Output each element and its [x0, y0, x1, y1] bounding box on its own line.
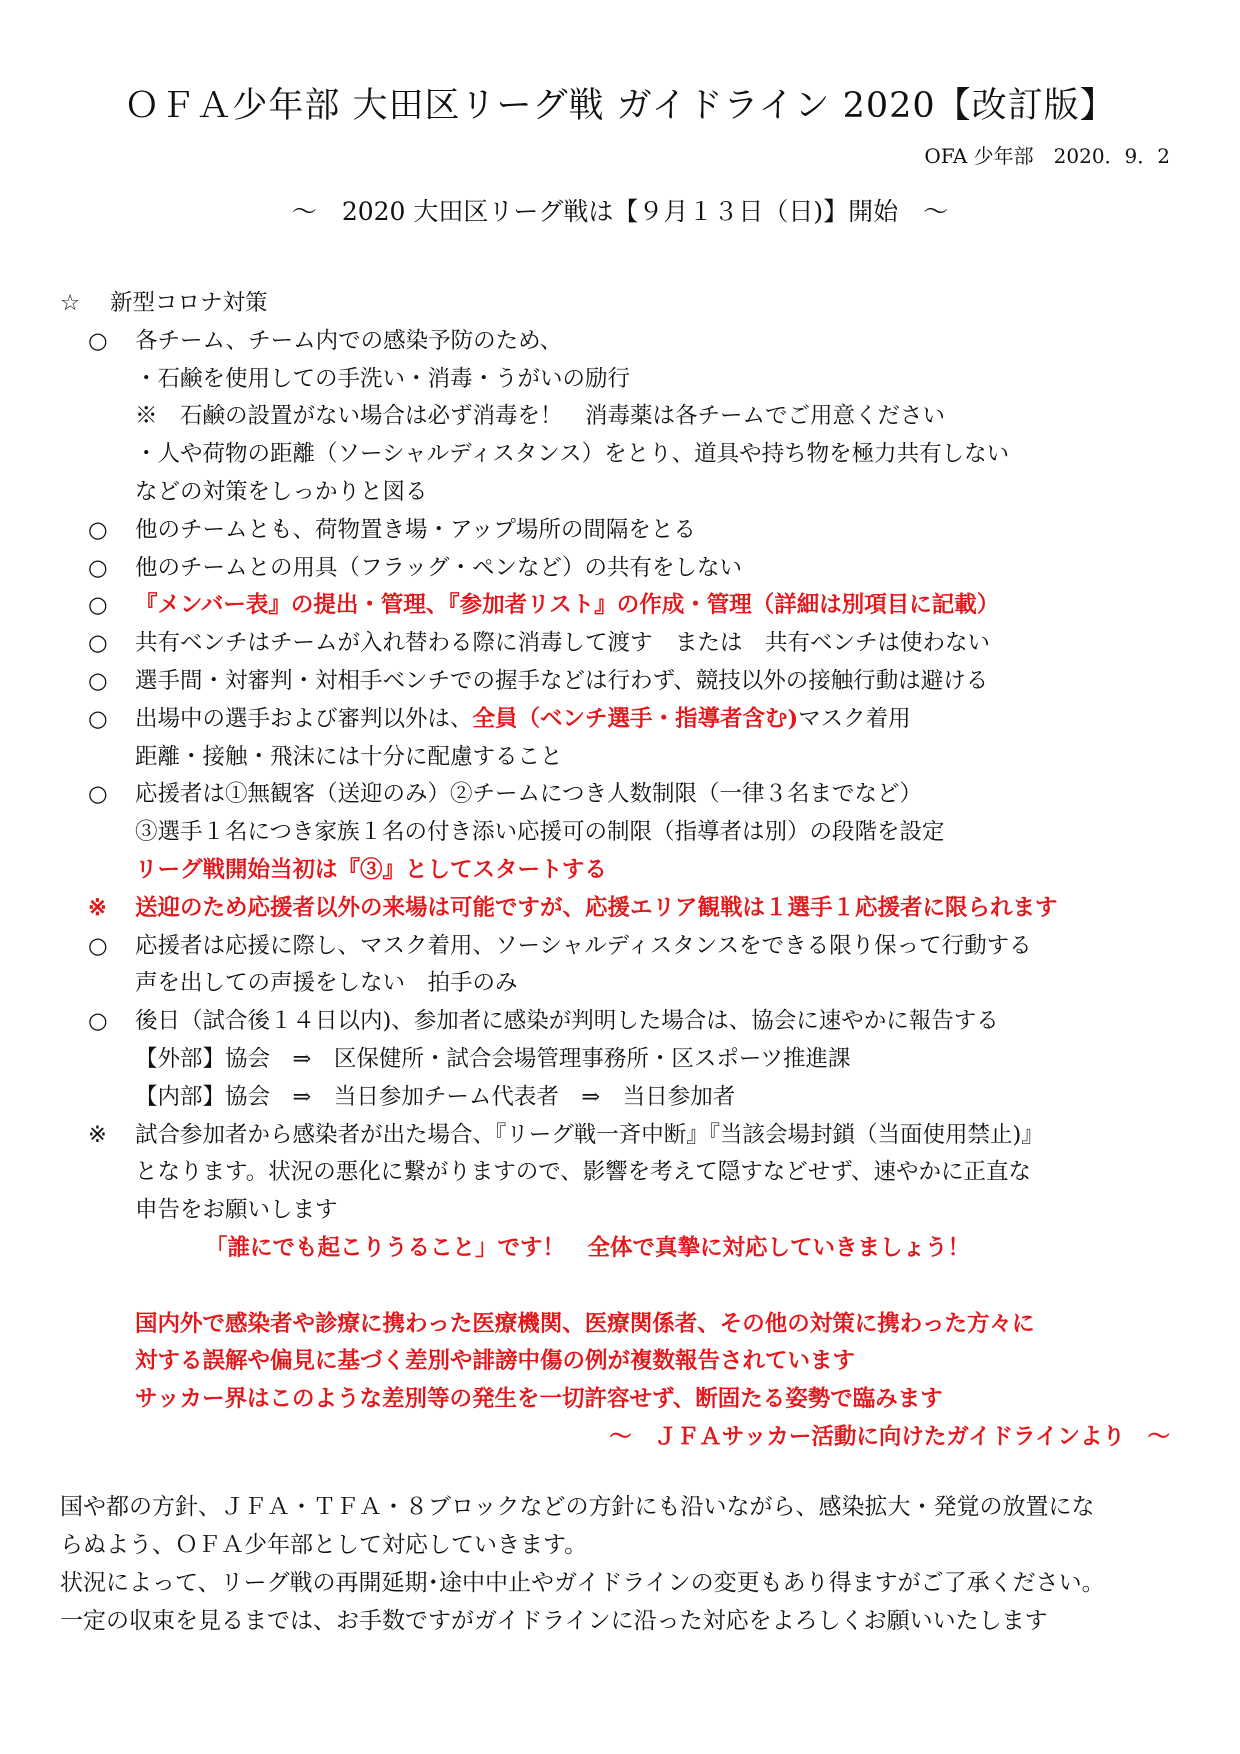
emphasis-text: 「誰にでも起こりうること」です！ 全体で真摯に対応していきましょう！	[205, 1234, 971, 1261]
section-heading	[60, 285, 1190, 323]
guideline-text-highlight: 全員（ベンチ選手・指導者含む)	[472, 705, 799, 732]
circle-bullet-icon: ○	[88, 630, 108, 657]
jfa-quote-text: 対する誤解や偏見に基づく差別や誹謗中傷の例が複数報告されています	[135, 1348, 856, 1375]
guideline-line	[60, 814, 1190, 852]
guideline-line	[60, 928, 1190, 966]
guideline-line	[60, 512, 1190, 550]
guideline-text-part: マスク着用	[798, 705, 911, 732]
guideline-line	[60, 1192, 1190, 1230]
circle-bullet-icon: ○	[88, 327, 108, 354]
circle-bullet-icon: ○	[88, 781, 108, 808]
guideline-line	[60, 701, 1190, 739]
guideline-text: 【外部】協会 ⇒ 区保健所・試合会場管理事務所・区スポーツ推進課	[135, 1045, 851, 1072]
guideline-text-part: 出場中の選手および審判以外は、	[135, 705, 473, 732]
guideline-line	[60, 1079, 1190, 1117]
guideline-text: 各チーム、チーム内での感染予防のため、	[135, 327, 563, 354]
guideline-text: 距離・接触・飛沫には十分に配慮すること	[135, 743, 563, 770]
circle-bullet-icon: ○	[88, 1008, 108, 1035]
guideline-line	[60, 550, 1190, 588]
guideline-body	[60, 285, 1190, 1457]
guideline-line	[60, 625, 1190, 663]
emphasis-line	[60, 1230, 1190, 1268]
guideline-line	[60, 398, 1190, 436]
footer-line: 状況によって、リーグ戦の再開延期･途中中止やガイドラインの変更もあり得ますがご了承ください。	[60, 1570, 1105, 1596]
guideline-text: ※ 石鹸の設置がない場合は必ず消毒を！ 消毒薬は各チームでご用意ください	[135, 403, 946, 430]
guideline-list	[60, 323, 1190, 1230]
star-icon: ☆	[60, 290, 81, 316]
guideline-line	[60, 663, 1190, 701]
guideline-text: 試合参加者から感染者が出た場合、『リーグ戦一斉中断』『当該会場封鎖（当面使用禁止)』	[135, 1121, 1044, 1148]
guideline-text: 共有ベンチはチームが入れ替わる際に消毒して渡す または 共有ベンチは使わない	[135, 630, 991, 657]
jfa-quote-line	[60, 1381, 1190, 1419]
guideline-text: 『メンバー表』の提出・管理、『参加者リスト』の作成・管理（詳細は別項目に記載）	[135, 592, 1000, 619]
circle-bullet-icon: ○	[88, 705, 108, 732]
guideline-line	[60, 739, 1190, 777]
guideline-text: 応援者は応援に際し、マスク着用、ソーシャルディスタンスをできる限り保って行動する	[135, 932, 1032, 959]
jfa-source-text: ～ ＪＦＡサッカー活動に向けたガイドラインより ～	[609, 1423, 1170, 1450]
guideline-text: ・人や荷物の距離（ソーシャルディスタンス）をとり、道具や持ち物を極力共有しない	[135, 441, 1010, 468]
guideline-line	[60, 361, 1190, 399]
guideline-text: リーグ戦開始当初は『③』としてスタートする	[135, 856, 607, 883]
guideline-line	[60, 852, 1190, 890]
circle-bullet-icon: ○	[88, 592, 108, 619]
guideline-line	[60, 890, 1190, 928]
guideline-text: 選手間・対審判・対相手ベンチでの握手などは行わず、競技以外の接触行動は避ける	[135, 667, 989, 694]
jfa-quote-text: サッカー界はこのような差別等の発生を一切許容せず、断固たる姿勢で臨みます	[135, 1386, 943, 1413]
circle-bullet-icon: ○	[88, 516, 108, 543]
footer-line: らぬよう、ＯＦＡ少年部として対応していきます。	[60, 1532, 588, 1558]
guideline-line	[60, 1003, 1190, 1041]
footer-line: 一定の収束を見るまでは、お手数ですがガイドラインに沿った対応をよろしくお願いいたします	[60, 1608, 1048, 1634]
footer-note	[60, 1488, 1200, 1640]
guideline-text: 他のチームとの用具（フラッグ・ペンなど）の共有をしない	[135, 554, 743, 581]
guideline-line	[60, 776, 1190, 814]
guideline-text	[135, 701, 911, 739]
jfa-quote-line	[60, 1343, 1190, 1381]
note-mark-icon: ※	[88, 1121, 107, 1148]
document-title: ＯＦＡ少年部 大田区リーグ戦 ガイドライン 2020【改訂版】	[124, 86, 1116, 126]
guideline-line	[60, 474, 1190, 512]
guideline-text: となります。状況の悪化に繋がりますので、影響を考えて隠すなどせず、速やかに正直な	[135, 1159, 1031, 1186]
footer-line: 国や都の方針、ＪＦＡ・ＴＦＡ・８ブロックなどの方針にも沿いながら、感染拡大・発覚の放置にな	[60, 1494, 1095, 1520]
guideline-line	[60, 1041, 1190, 1079]
circle-bullet-icon: ○	[88, 667, 108, 694]
guideline-line	[60, 1117, 1190, 1155]
guideline-text: 他のチームとも、荷物置き場・アップ場所の間隔をとる	[135, 516, 696, 543]
guideline-line	[60, 436, 1190, 474]
guideline-text: 声を出しての声援をしない 拍手のみ	[135, 970, 518, 997]
jfa-quote-text: 国内外で感染者や診療に携わった医療機関、医療関係者、その他の対策に携わった方々に	[135, 1310, 1035, 1337]
guideline-text: 【内部】協会 ⇒ 当日参加チーム代表者 ⇒ 当日参加者	[135, 1083, 736, 1110]
circle-bullet-icon: ○	[88, 932, 108, 959]
guideline-text: 後日（試合後１４日以内)、参加者に感染が判明した場合は、協会に速やかに報告する	[135, 1008, 999, 1035]
guideline-text: ③選手１名につき家族１名の付き添い応援可の制限（指導者は別）の段階を設定	[135, 819, 945, 846]
guideline-line	[60, 1154, 1190, 1192]
guideline-text: ・石鹸を使用しての手洗い・消毒・うがいの励行	[135, 365, 631, 392]
guideline-line	[60, 323, 1190, 361]
guideline-text: などの対策をしっかりと図る	[135, 478, 428, 505]
guideline-line	[60, 965, 1190, 1003]
note-mark-icon: ※	[88, 894, 107, 921]
jfa-source-line	[60, 1419, 1190, 1457]
guideline-line	[60, 587, 1190, 625]
document-date: OFA 少年部 2020．9．2	[924, 144, 1170, 168]
document-subtitle: ～ 2020 大田区リーグ戦は【９月１３日（日)】開始 ～	[291, 197, 949, 226]
section-title: 新型コロナ対策	[110, 290, 268, 316]
circle-bullet-icon: ○	[88, 554, 108, 581]
guideline-text: 申告をお願いします	[135, 1197, 338, 1224]
jfa-quote-line	[60, 1306, 1190, 1344]
guideline-text: 送迎のため応援者以外の来場は可能ですが、応援エリア観戦は１選手１応援者に限られます	[135, 894, 1058, 921]
spacer	[60, 1268, 1190, 1306]
guideline-text: 応援者は①無観客（送迎のみ）②チームにつき人数制限（一律３名までなど）	[135, 781, 923, 808]
